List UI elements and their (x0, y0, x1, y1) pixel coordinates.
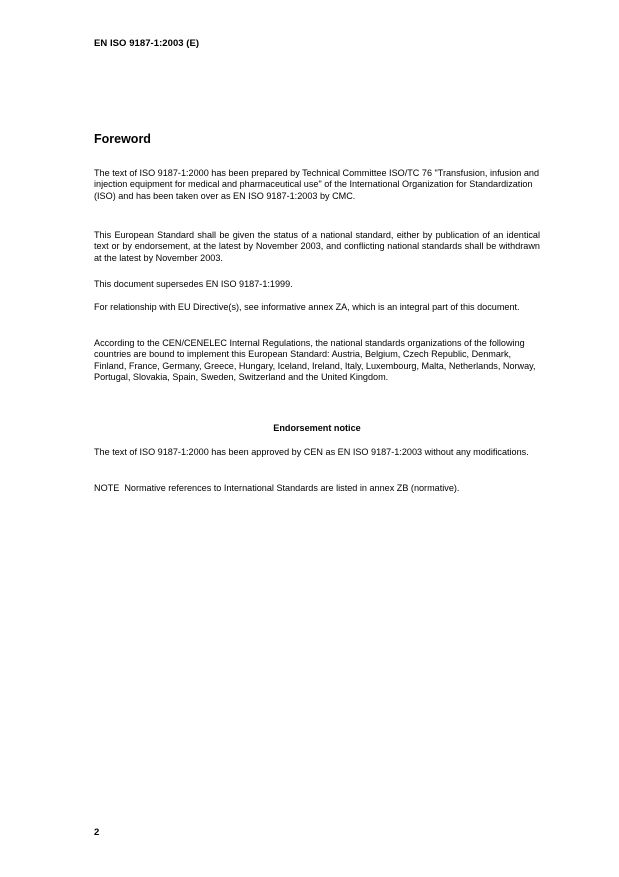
foreword-paragraph-supersedes: This document supersedes EN ISO 9187-1:1999. (94, 279, 293, 289)
endorsement-note: NOTE Normative references to International Standards are listed in annex ZB (normative). (94, 483, 460, 493)
foreword-paragraph-preparation: The text of ISO 9187-1:2000 has been prepared by Technical Committee ISO/TC 76 "Transfusion, infusion and injection equipment for medical and pharmaceutical use" of the International Organization for Standardization (ISO) and has been taken over as EN ISO 9187-1:2003 by CMC. (94, 168, 540, 201)
foreword-paragraph-eu-directive: For relationship with EU Directive(s), see informative annex ZA, which is an integral part of this document. (94, 302, 520, 312)
endorsement-paragraph: The text of ISO 9187-1:2000 has been approved by CEN as EN ISO 9187-1:2003 without any modifications. (94, 447, 529, 457)
foreword-paragraph-countries: According to the CEN/CENELEC Internal Regulations, the national standards organizations of the following countries are bound to implement this European Standard: Austria, Belgium, Czech Republic, Denmark, Finland, France, Germany, Greece, Hungary, Iceland, Ireland, Italy, Luxembourg, Malta, Netherlands, Norway, Portugal, Slovakia, Spain, Sweden, Switzerland and the United Kingdom. (94, 338, 536, 382)
page-number: 2 (94, 827, 100, 838)
endorsement-notice-heading: Endorsement notice (273, 423, 361, 433)
document-identifier: EN ISO 9187-1:2003 (E) (94, 38, 200, 49)
foreword-paragraph-status: This European Standard shall be given the status of a national standard, either by publication of an identical text or by endorsement, at the latest by November 2003, and conflicting national standards shall be withdrawn at the latest by November 2003. (94, 230, 540, 263)
foreword-heading: Foreword (94, 132, 151, 146)
